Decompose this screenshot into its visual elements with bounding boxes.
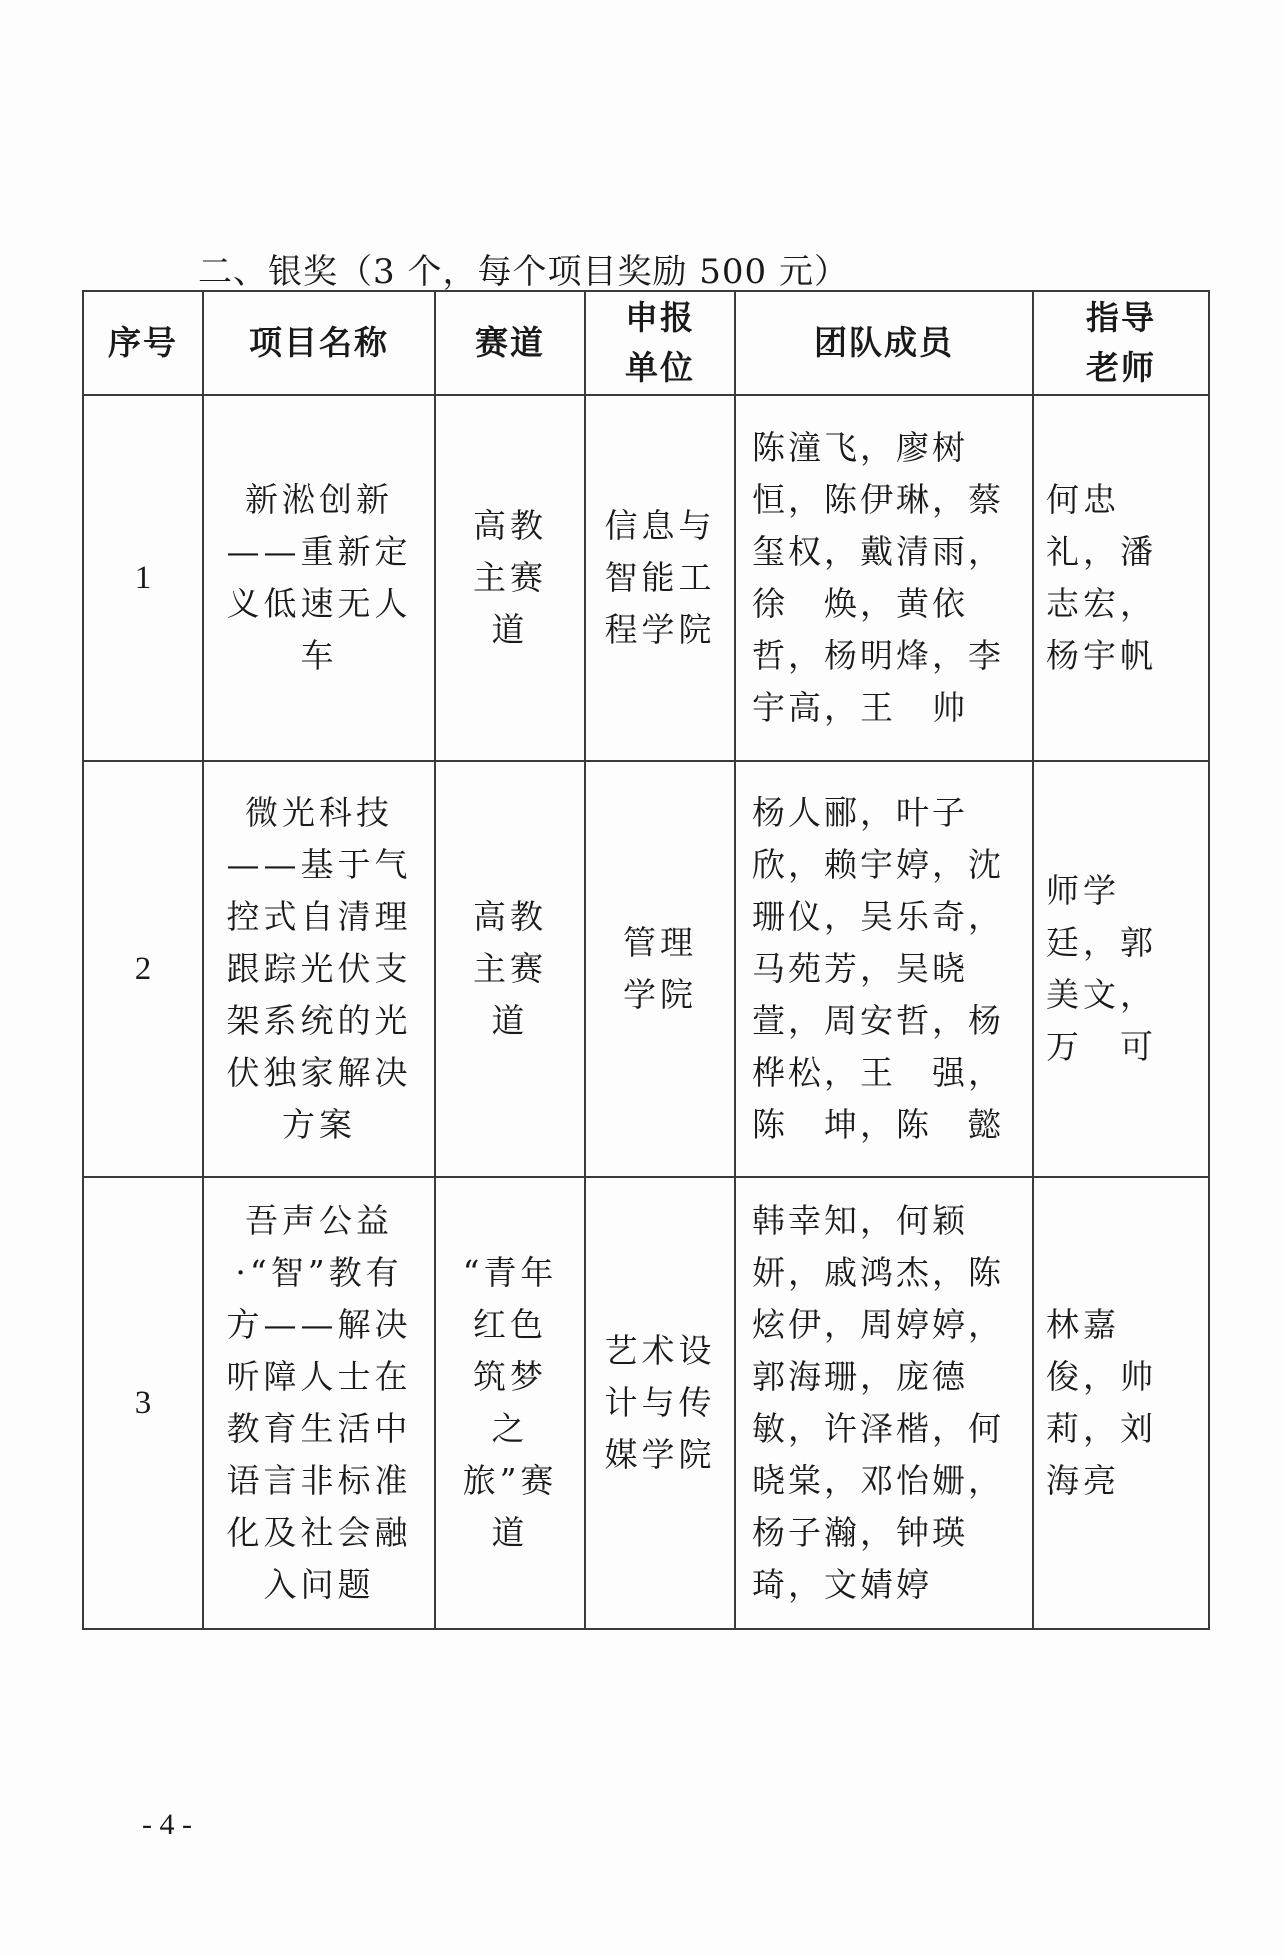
cell-unit: [585, 1177, 735, 1629]
table-row: [83, 761, 1209, 1177]
project-name-value: 吾声公益·“智”教有方——解决听障人士在教育生活中语言非标准化及社会融入问题: [226, 1201, 412, 1604]
track-value: 高教主赛道: [473, 506, 547, 649]
cell-unit: [585, 395, 735, 761]
header-members: [735, 291, 1033, 395]
cell-track: [435, 1177, 585, 1629]
section-title: 二、银奖（3 个，每个项目奖励 500 元）: [198, 252, 849, 292]
cell-project-name: [203, 395, 435, 761]
cell-teachers: [1033, 395, 1209, 761]
header-teachers-label: 指导老师: [1086, 298, 1156, 387]
header-unit: [585, 291, 735, 395]
cell-teachers: [1033, 761, 1209, 1177]
members-value: 韩幸知，何颖妍，戚鸿杰，陈炫伊，周婷婷，郭海珊，庞德敏，许泽楷，何晓棠，邓怡姗，杨子瀚，钟瑛琦，文婧婷: [752, 1201, 1004, 1604]
teachers-value: 何忠礼，潘志宏，杨宇帆: [1046, 480, 1157, 675]
table-row: [83, 395, 1209, 761]
page-number: - 4 -: [142, 1808, 192, 1841]
members-value: 陈潼飞，廖树恒，陈伊琳，蔡玺权，戴清雨，徐 焕，黄依哲，杨明烽，李宇高，王 帅: [752, 428, 1004, 727]
project-name-value: 新淞创新——重新定义低速无人车: [226, 480, 412, 675]
cell-members: [735, 395, 1033, 761]
teachers-value: 师学廷，郭美文，万 可: [1046, 871, 1157, 1066]
cell-unit: [585, 761, 735, 1177]
cell-seq: [83, 761, 203, 1177]
seq-value: 1: [134, 560, 152, 596]
unit-value: 信息与智能工程学院: [604, 506, 716, 649]
cell-track: [435, 761, 585, 1177]
project-name-value: 微光科技——基于气控式自清理跟踪光伏支架系统的光伏独家解决方案: [226, 793, 412, 1144]
teachers-value: 林嘉俊，帅 莉，刘海亮: [1046, 1305, 1194, 1500]
members-value: 杨人郦，叶子欣，赖宇婷，沈珊仪，吴乐奇，马苑芳，吴晓萱，周安哲，杨桦松，王 强，陈 坤，陈 懿: [752, 793, 1004, 1144]
cell-project-name: [203, 761, 435, 1177]
cell-seq: [83, 1177, 203, 1629]
header-project-name: [203, 291, 435, 395]
track-value: “青年红色筑梦之旅”赛道: [462, 1253, 558, 1552]
unit-value: 管理学院: [623, 923, 697, 1014]
header-teachers: [1033, 291, 1209, 395]
cell-teachers: [1033, 1177, 1209, 1629]
cell-members: [735, 761, 1033, 1177]
header-track-label: 赛道: [475, 323, 545, 362]
cell-seq: [83, 395, 203, 761]
cell-track: [435, 395, 585, 761]
cell-members: [735, 1177, 1033, 1629]
unit-value: 艺术设计与传媒学院: [604, 1331, 716, 1474]
track-value: 高教主赛道: [473, 897, 547, 1040]
header-unit-label: 申报单位: [625, 298, 695, 387]
table-row: [83, 1177, 1209, 1629]
table-header-row: [83, 291, 1209, 395]
header-seq: [83, 291, 203, 395]
cell-project-name: [203, 1177, 435, 1629]
seq-value: 3: [134, 1385, 152, 1421]
header-project-name-label: 项目名称: [249, 323, 389, 362]
header-seq-label: 序号: [108, 323, 178, 362]
silver-award-table: [82, 290, 1210, 1630]
header-track: [435, 291, 585, 395]
seq-value: 2: [134, 951, 152, 987]
header-members-label: 团队成员: [814, 323, 954, 362]
